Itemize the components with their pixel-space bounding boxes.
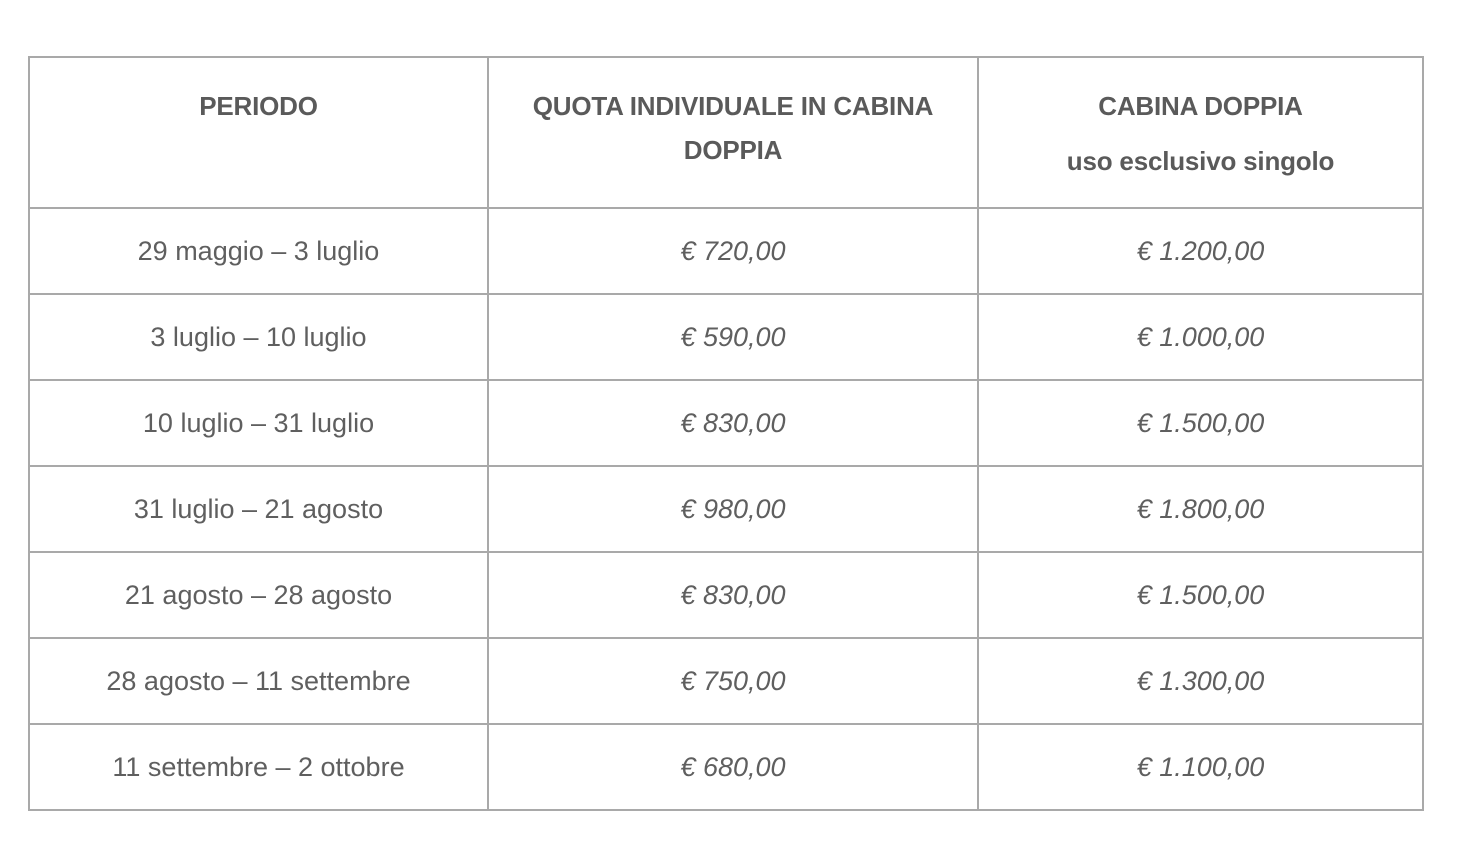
table-row xyxy=(29,466,1423,552)
cell-periodo: 3 luglio – 10 luglio xyxy=(29,294,488,380)
header-quota xyxy=(488,57,978,208)
price-table xyxy=(28,56,1424,811)
table-row xyxy=(29,208,1423,294)
cell-periodo: 31 luglio – 21 agosto xyxy=(29,466,488,552)
header-quota-line1: QUOTA INDIVIDUALE IN CABINA xyxy=(532,91,934,121)
price-table-container xyxy=(28,56,1422,811)
cell-quota: € 590,00 xyxy=(488,294,978,380)
cell-cabina: € 1.300,00 xyxy=(978,638,1423,724)
cell-quota: € 680,00 xyxy=(488,724,978,810)
table-row xyxy=(29,552,1423,638)
cell-quota: € 830,00 xyxy=(488,552,978,638)
cell-cabina: € 1.200,00 xyxy=(978,208,1423,294)
table-row xyxy=(29,638,1423,724)
cell-cabina: € 1.500,00 xyxy=(978,552,1423,638)
cell-cabina: € 1.100,00 xyxy=(978,724,1423,810)
cell-cabina: € 1.800,00 xyxy=(978,466,1423,552)
cell-quota: € 830,00 xyxy=(488,380,978,466)
cell-periodo: 29 maggio – 3 luglio xyxy=(29,208,488,294)
cell-quota: € 720,00 xyxy=(488,208,978,294)
cell-periodo: 11 settembre – 2 ottobre xyxy=(29,724,488,810)
header-quota-line2: DOPPIA xyxy=(683,135,783,165)
cell-quota: € 750,00 xyxy=(488,638,978,724)
cell-cabina: € 1.000,00 xyxy=(978,294,1423,380)
cell-periodo: 21 agosto – 28 agosto xyxy=(29,552,488,638)
table-header xyxy=(29,57,1423,208)
cell-periodo: 10 luglio – 31 luglio xyxy=(29,380,488,466)
cell-quota: € 980,00 xyxy=(488,466,978,552)
header-row xyxy=(29,57,1423,208)
header-periodo xyxy=(29,57,488,208)
header-cabina-sub: uso esclusivo singolo xyxy=(1066,146,1335,176)
table-row xyxy=(29,724,1423,810)
header-cabina-label: CABINA DOPPIA xyxy=(1098,91,1303,121)
cell-cabina: € 1.500,00 xyxy=(978,380,1423,466)
table-row xyxy=(29,294,1423,380)
table-row xyxy=(29,380,1423,466)
header-periodo-label: PERIODO xyxy=(199,91,318,121)
header-cabina xyxy=(978,57,1423,208)
cell-periodo: 28 agosto – 11 settembre xyxy=(29,638,488,724)
table-body xyxy=(29,208,1423,810)
